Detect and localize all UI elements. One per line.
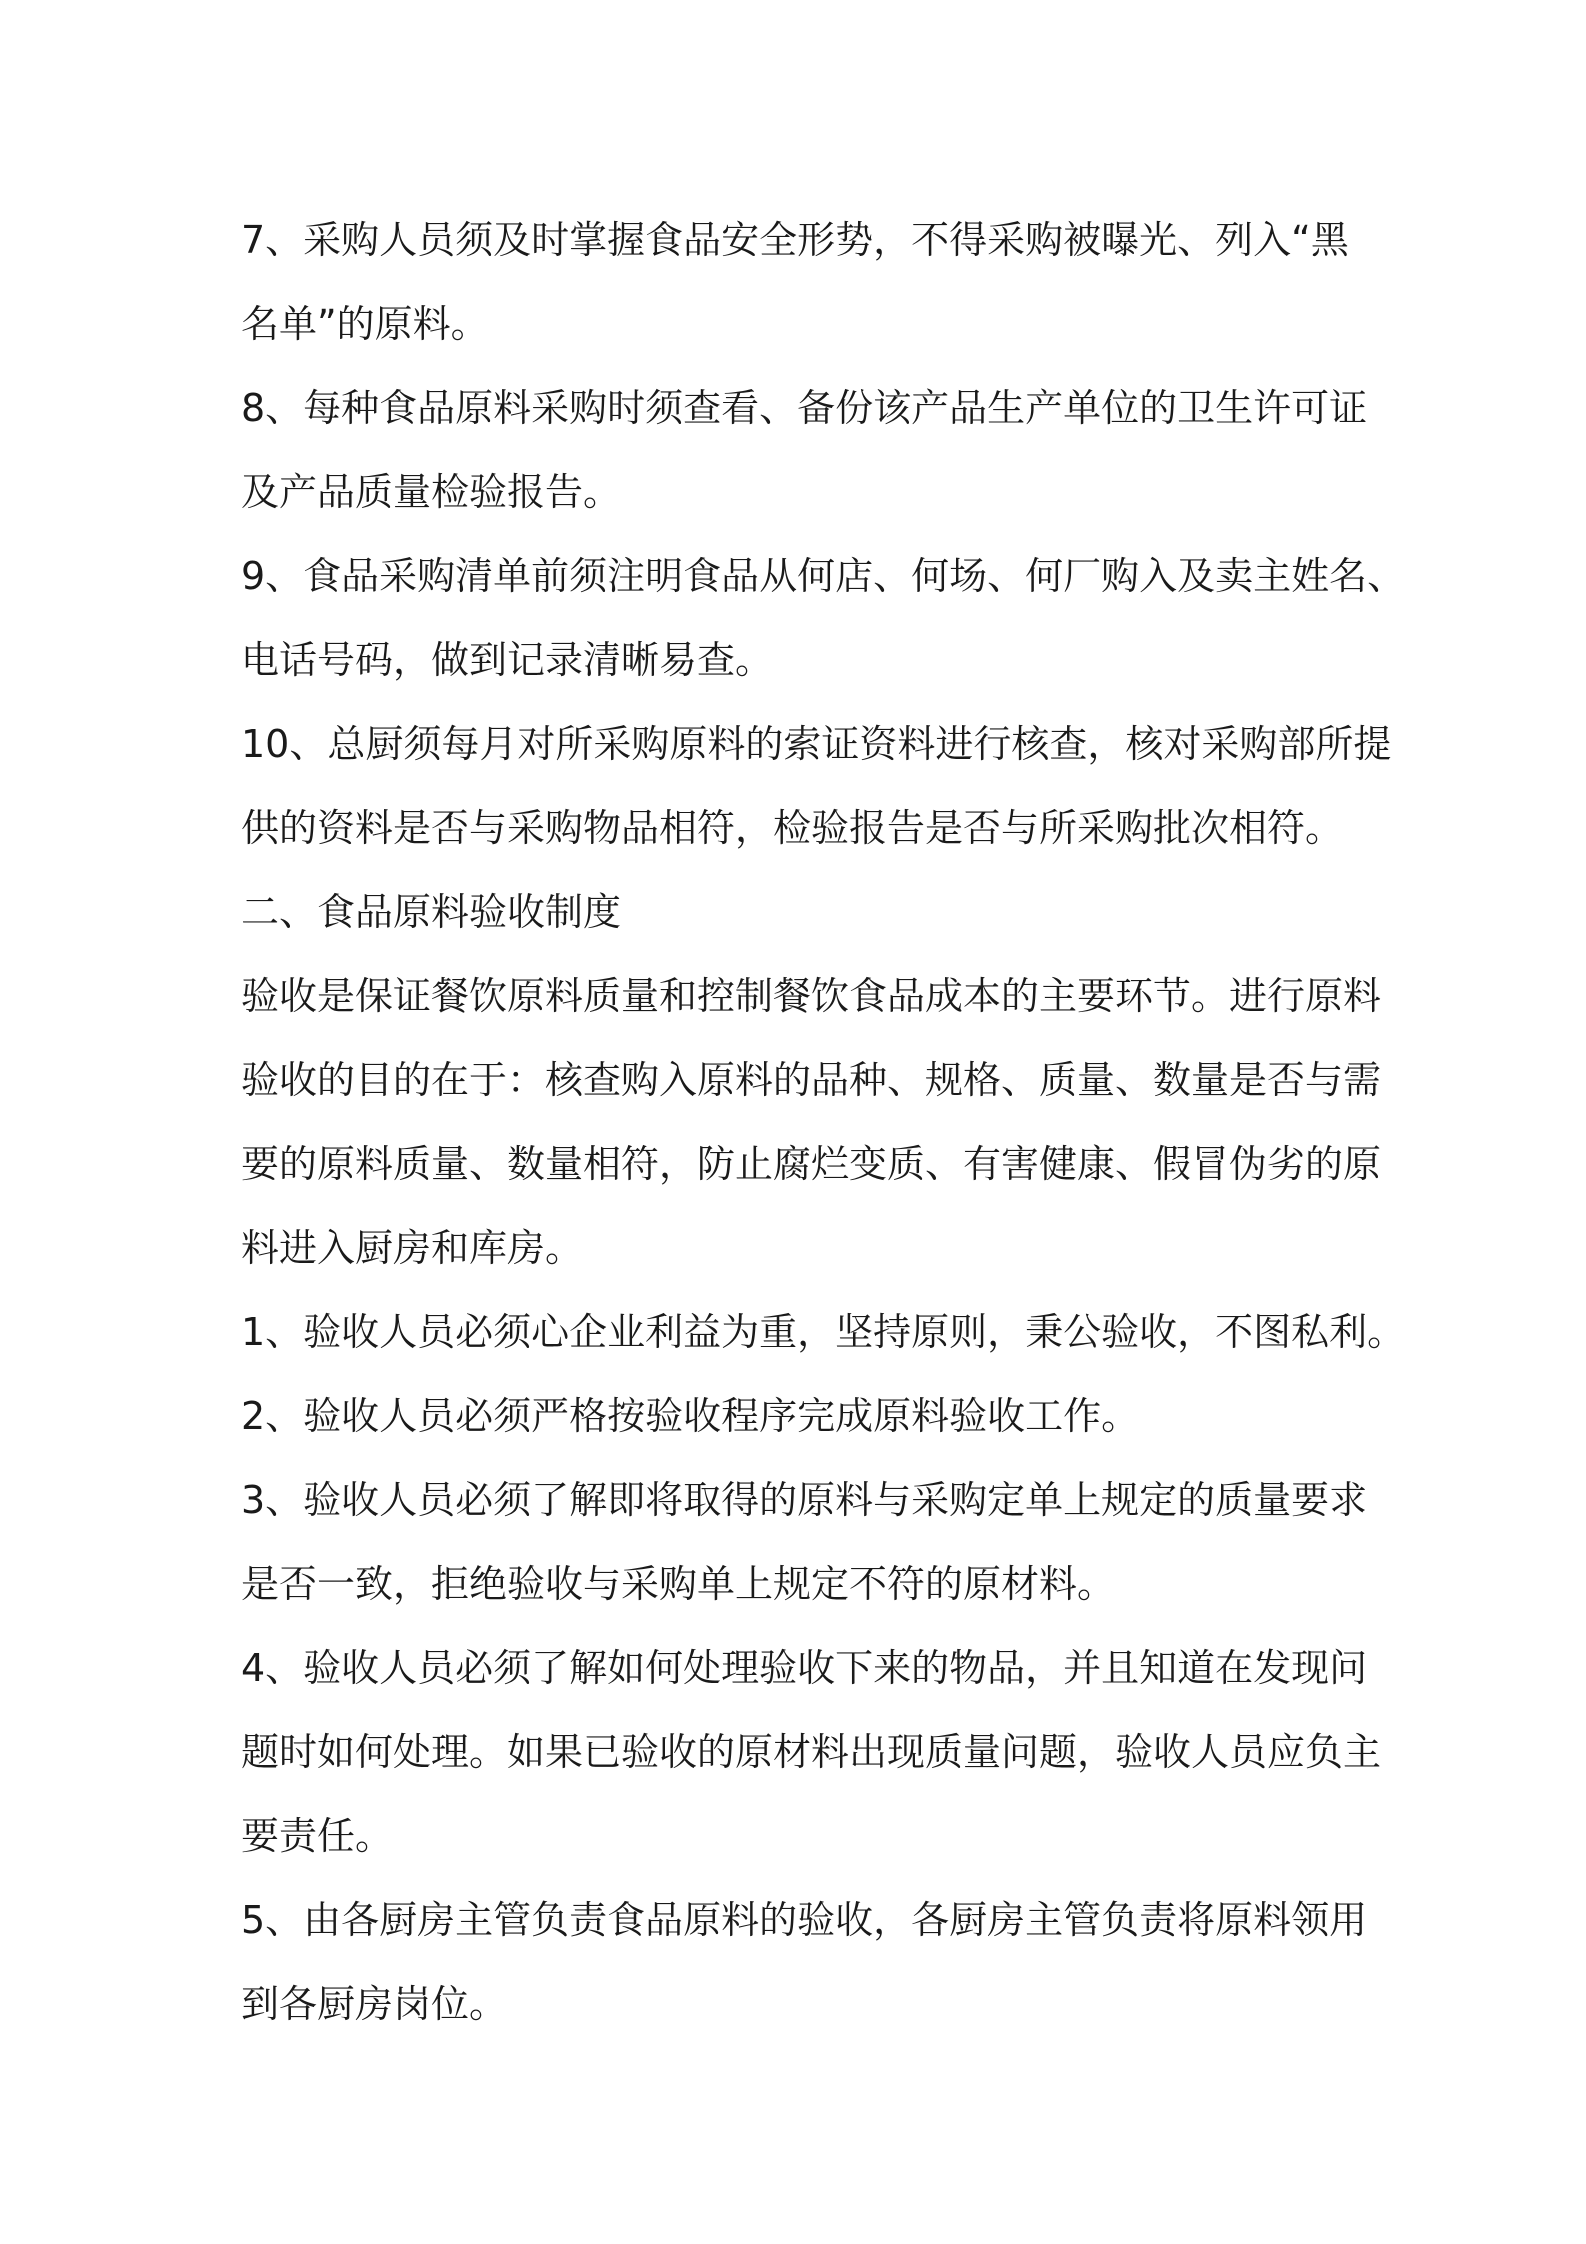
text-line: 要的原料质量、数量相符，防止腐烂变质、有害健康、假冒伪劣的原 xyxy=(241,1142,1382,1186)
text-line: 二、食品原料验收制度 xyxy=(241,890,622,934)
paragraph xyxy=(241,534,1406,702)
text-line: 供的资料是否与采购物品相符，检验报告是否与所采购批次相符。 xyxy=(241,806,1344,850)
text-line: 料进入厨房和库房。 xyxy=(241,1226,584,1270)
paragraph xyxy=(241,1290,1406,1374)
text-line: 题时如何处理。如果已验收的原材料出现质量问题，验收人员应负主 xyxy=(241,1730,1382,1774)
paragraph xyxy=(241,954,1381,1290)
text-line: 2、验收人员必须严格按验收程序完成原料验收工作。 xyxy=(241,1394,1140,1438)
text-line: 电话号码，做到记录清晰易查。 xyxy=(241,638,774,682)
paragraph xyxy=(241,1374,1381,1458)
text-line: 9、食品采购清单前须注明食品从何店、何场、何厂购入及卖主姓名、 xyxy=(241,554,1406,598)
text-line: 验收是保证餐饮原料质量和控制餐饮食品成本的主要环节。进行原料 xyxy=(241,974,1382,1018)
text-line: 5、由各厨房主管负责食品原料的验收，各厨房主管负责将原料领用 xyxy=(241,1898,1368,1942)
text-line: 是否一致，拒绝验收与采购单上规定不符的原材料。 xyxy=(241,1562,1116,1606)
text-line: 1、验收人员必须心企业利益为重，坚持原则，秉公验收，不图私利。 xyxy=(241,1310,1406,1354)
paragraph xyxy=(241,1878,1381,2046)
text-line: 7、采购人员须及时掌握食品安全形势，不得采购被曝光、列入“黑 xyxy=(241,218,1349,262)
paragraph xyxy=(241,1458,1381,1626)
text-line: 名单”的原料。 xyxy=(241,302,489,346)
paragraph xyxy=(241,870,1381,954)
text-line: 及产品质量检验报告。 xyxy=(241,470,622,514)
paragraph xyxy=(241,1626,1381,1878)
paragraph xyxy=(241,366,1381,534)
paragraph xyxy=(241,702,1392,870)
text-line: 8、每种食品原料采购时须查看、备份该产品生产单位的卫生许可证 xyxy=(241,386,1368,430)
text-line: 验收的目的在于：核查购入原料的品种、规格、质量、数量是否与需 xyxy=(241,1058,1382,1102)
document-body xyxy=(241,198,1406,2046)
text-line: 要责任。 xyxy=(241,1814,394,1858)
text-line: 4、验收人员必须了解如何处理验收下来的物品，并且知道在发现问 xyxy=(241,1646,1368,1690)
text-line: 3、验收人员必须了解即将取得的原料与采购定单上规定的质量要求 xyxy=(241,1478,1368,1522)
text-line: 到各厨房岗位。 xyxy=(241,1982,508,2026)
text-line: 10、总厨须每月对所采购原料的索证资料进行核查，核对采购部所提 xyxy=(241,722,1392,766)
paragraph xyxy=(241,198,1381,366)
